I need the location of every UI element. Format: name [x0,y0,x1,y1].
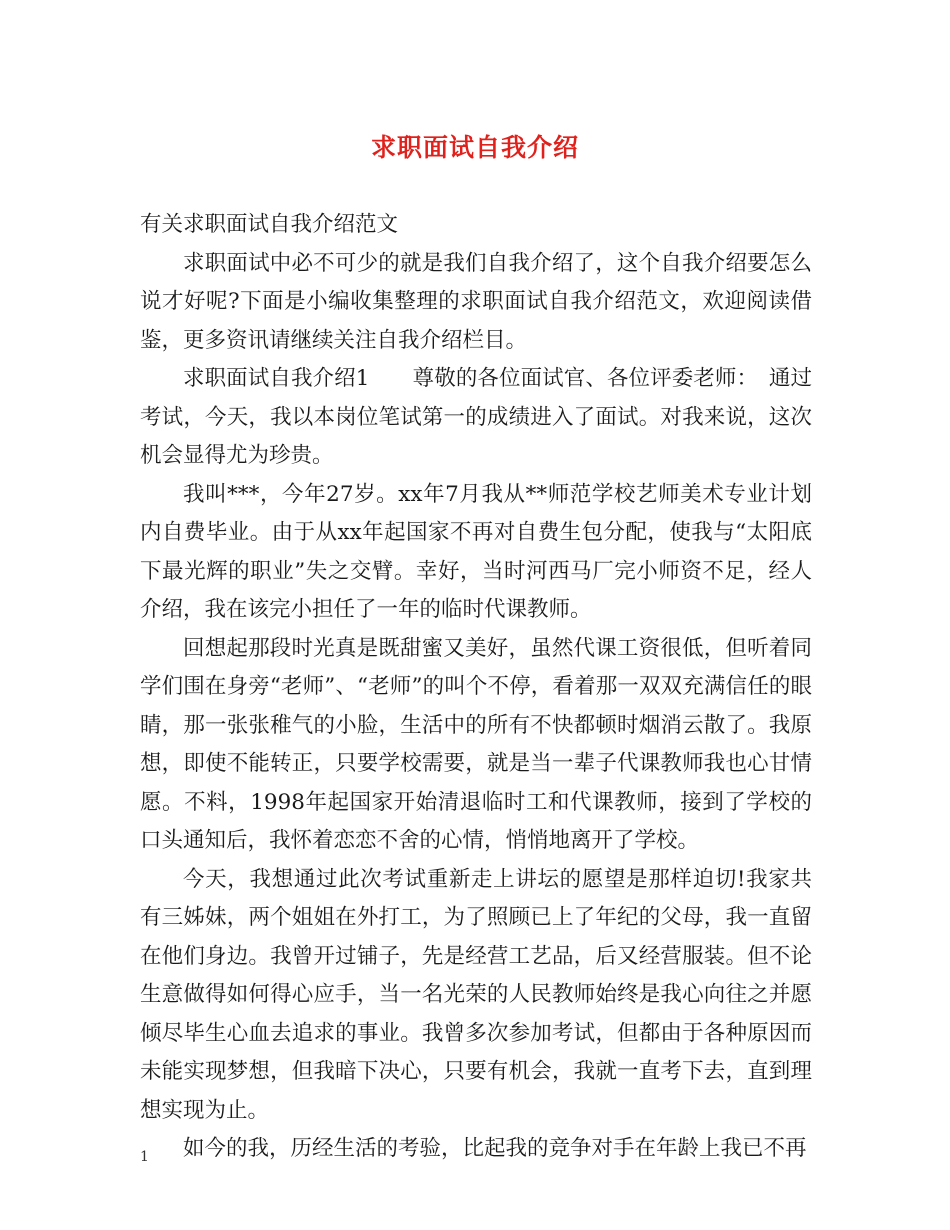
paragraph-current: 如今的我，历经生活的考验，比起我的竞争对手在年龄上我已不再 [183,1136,807,1161]
document-title: 求职面试自我介绍 [370,133,579,162]
document-body [140,206,812,1169]
paragraph-background: 我叫***，今年27岁。xx年7月我从**师范学校艺师美术专业计划内自费毕业。由于从xx年起国家不再对自费生包分配，使我与“太阳底下最光辉的职业”失之交臂。幸好，当时河西马厂完小师资不足，经人介绍，我在该完小担任了一年的临时代课教师。 [140,481,812,622]
page-number: 1 [140,1149,149,1165]
paragraph-intro: 求职面试中必不可少的就是我们自我介绍了，这个自我介绍要怎么说才好呢?下面是小编收集整理的求职面试自我介绍范文，欢迎阅读借鉴，更多资讯请继续关注自我介绍栏目。 [140,250,812,353]
paragraph-greeting: 求职面试自我介绍1 尊敬的各位面试官、各位评委老师： 通过考试，今天，我以本岗位笔试第一的成绩进入了面试。对我来说，这次机会显得尤为珍贵。 [140,366,812,468]
paragraph-aspiration: 今天，我想通过此次考试重新走上讲坛的愿望是那样迫切!我家共有三姊妹，两个姐姐在外打工，为了照顾已上了年纪的父母，我一直留在他们身边。我曾开过铺子，先是经营工艺品，后又经营服装。但不论生意做得如何得心应手，当一名光荣的人民教师始终是我心向往之并愿倾尽毕生心血去追求的事业。我曾多次参加考试，但都由于各种原因而未能实现梦想，但我暗下决心，只要有机会，我就一直考下去，直到理想实现为止。 [140,866,812,1123]
paragraph-memories: 回想起那段时光真是既甜蜜又美好，虽然代课工资很低，但听着同学们围在身旁“老师”、“老师”的叫个不停，看着那一双双充满信任的眼睛，那一张张稚气的小脸，生活中的所有不快都顿时烟消云散了。我原想，即使不能转正，只要学校需要，就是当一辈子代课教师我也心甘情愿。不料，1998年起国家开始清退临时工和代课教师，接到了学校的口头通知后，我怀着恋恋不舍的心情，悄悄地离开了学校。 [140,635,812,853]
document-subtitle: 有关求职面试自我介绍范文 [140,212,399,237]
